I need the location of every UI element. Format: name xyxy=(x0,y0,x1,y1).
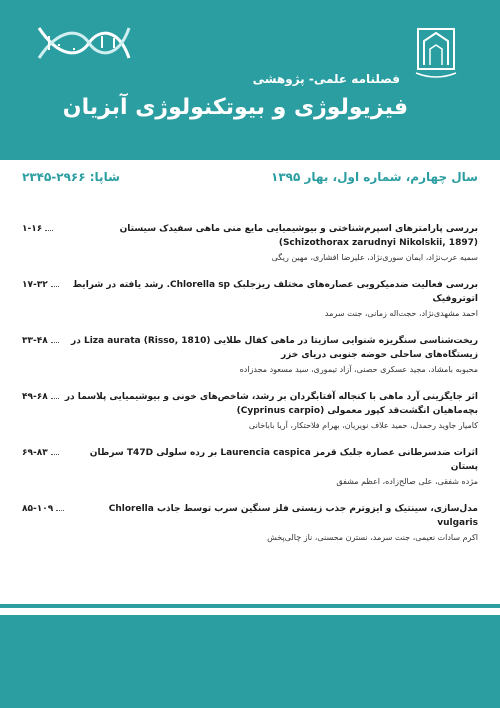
toc-entry xyxy=(22,334,478,374)
toc-entry xyxy=(22,390,478,430)
toc-entry-pages: ۶۹-۸۳ xyxy=(22,448,48,458)
toc-entry-pages: ۴۹-۶۸ xyxy=(22,392,48,402)
toc-entry-title[interactable]: بررسی پارامترهای اسپرم‌شناختی و بیوشیمیایی مایع منی ماهی سفیدک سیستان (Schizothorax zarudnyi Nikolskii, 1897) xyxy=(119,224,478,248)
table-of-contents xyxy=(22,222,478,558)
leader-dots xyxy=(45,230,53,231)
toc-entry-authors: احمد مشهدی‌نژاد، حجت‌اله زمانی، جنت سرمد xyxy=(324,309,478,318)
toc-entry xyxy=(22,502,478,542)
leader-dots xyxy=(51,286,59,287)
cover-header-band xyxy=(0,0,500,160)
toc-entry xyxy=(22,278,478,318)
toc-entry-title[interactable]: مدل‌سازی، سینتیک و ایزوترم جذب زیستی فلز سنگین سرب توسط جاذب Chlorella vulgaris xyxy=(108,504,478,528)
footer-divider xyxy=(0,604,500,608)
cover-footer-band xyxy=(0,615,500,708)
leader-dots xyxy=(51,454,59,455)
journal-subtitle: فصلنامه علمی- پژوهشی xyxy=(252,72,400,86)
toc-entry-authors: سمیه عرب‌نژاد، ایمان سوری‌نژاد، علیرضا افشاری، مهین ریگی xyxy=(271,253,478,262)
leader-dots xyxy=(56,510,64,511)
dna-helix-icon xyxy=(34,18,134,68)
leader-dots xyxy=(51,342,59,343)
toc-entry-pages: ۸۵-۱۰۹ xyxy=(22,504,54,514)
volume-issue: سال چهارم، شماره اول، بهار ۱۳۹۵ xyxy=(271,170,478,184)
issn: شاپا: ۲۹۶۶-۲۳۴۵ xyxy=(22,170,120,184)
toc-entry-authors: کامیار جاوید رحمدل، حمید علاف نویریان، بهرام فلاحتکار، آریا باباخانی xyxy=(248,421,478,430)
toc-entry-pages: ۳۳-۴۸ xyxy=(22,336,48,346)
toc-entry-title[interactable]: اثرات ضدسرطانی عصاره جلبک قرمز Laurencia caspica بر رده سلولی T47D سرطان پستان xyxy=(89,448,478,472)
toc-entry-pages: ۱۷-۳۲ xyxy=(22,280,48,290)
toc-entry-authors: مژده شفقی، علی صالح‌زاده، اعظم مشفق xyxy=(336,477,478,486)
toc-entry xyxy=(22,446,478,486)
toc-entry-authors: محبوبه بامشاد، مجید عسکری حصنی، آزاد تیموری، سید مسعود مجدزاده xyxy=(239,365,478,374)
journal-title: فیزیولوژی و بیوتکنولوژی آبزیان xyxy=(62,95,408,120)
toc-entry-title[interactable]: بررسی فعالیت ضدمیکروبی عصاره‌های مختلف ریزجلبک Chlorella sp. رشد یافته در شرایط اتوتروفیک xyxy=(72,280,478,304)
toc-entry-pages: ۱-۱۶ xyxy=(22,224,43,234)
toc-entry xyxy=(22,222,478,262)
toc-entry-title[interactable]: اثر جایگزینی آرد ماهی با کنجاله آفتابگردان بر رشد، شاخص‌های خونی و بیوشیمیایی پلاسما در بچه‌ماهیان انگشت‌قد کپور معمولی (Cyprinus carpio) xyxy=(64,392,478,416)
toc-entry-title[interactable]: ریخت‌شناسی سنگریزه شنوایی سازیتا در ماهی کفال طلایی (Liza aurata (Risso, 1810 در زیستگاه‌های ساحلی حوضه جنوبی دریای خزر xyxy=(71,336,478,360)
leader-dots xyxy=(51,398,59,399)
university-emblem-icon xyxy=(412,25,460,83)
toc-entry-authors: اکرم سادات نعیمی، جنت سرمد، نسترن محسنی، ناز چالی‌پخش xyxy=(267,533,478,542)
